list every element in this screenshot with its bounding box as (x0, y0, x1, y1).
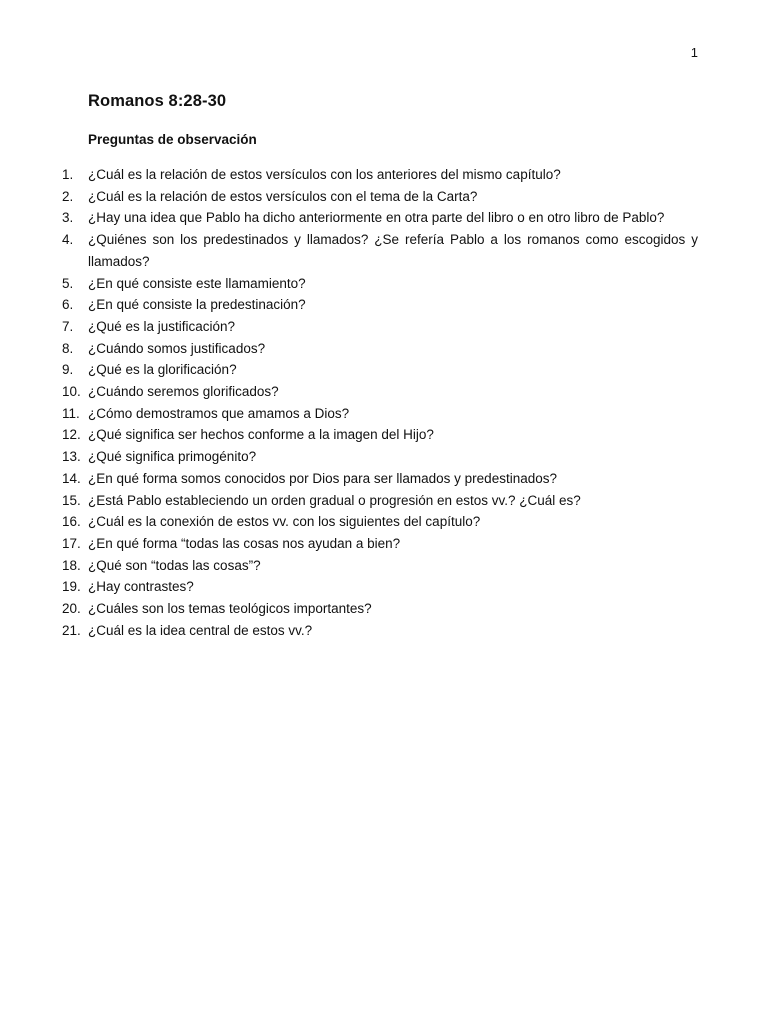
list-item (62, 338, 698, 360)
question-number: 14. (62, 470, 81, 486)
list-item (62, 555, 698, 577)
question-number: 13. (62, 449, 81, 465)
list-item (62, 164, 698, 186)
question-text: ¿Está Pablo estableciendo un orden gradual o progresión en estos vv.? ¿Cuál es? (88, 492, 581, 508)
list-item (62, 468, 698, 490)
question-text: ¿Cuándo seremos glorificados? (88, 384, 279, 400)
list-item (62, 446, 698, 468)
question-number: 4. (62, 232, 74, 248)
question-text: ¿Hay contrastes? (88, 579, 194, 595)
question-number: 16. (62, 514, 81, 530)
question-text: ¿Cuál es la idea central de estos vv.? (88, 622, 313, 638)
question-text: ¿Qué significa ser hechos conforme a la imagen del Hijo? (88, 427, 434, 443)
page-number: 1 (690, 45, 698, 60)
question-number: 15. (62, 492, 81, 508)
list-item (62, 186, 698, 208)
question-text: ¿Hay una idea que Pablo ha dicho anteriormente en otra parte del libro o en otro libro de Pablo? (88, 210, 665, 226)
question-number: 20. (62, 601, 81, 617)
question-number: 3. (62, 210, 74, 226)
list-item (62, 598, 698, 620)
question-number: 8. (62, 340, 74, 356)
question-number: 12. (62, 427, 81, 443)
question-text: ¿Qué significa primogénito? (88, 449, 257, 465)
question-number: 21. (62, 622, 81, 638)
list-item (62, 359, 698, 381)
question-number: 10. (62, 384, 81, 400)
list-item (62, 229, 698, 272)
list-item (62, 533, 698, 555)
question-text: ¿Cuál es la relación de estos versículos con los anteriores del mismo capítulo? (88, 167, 561, 182)
question-list (62, 164, 698, 641)
list-item (62, 381, 698, 403)
question-text: ¿En qué consiste este llamamiento? (88, 275, 306, 291)
list-item (62, 620, 698, 642)
question-number: 17. (62, 535, 81, 551)
question-text: ¿Cuál es la relación de estos versículos con el tema de la Carta? (88, 188, 478, 204)
question-number: 19. (62, 579, 81, 595)
question-number: 6. (62, 297, 74, 313)
section-subtitle: Preguntas de observación (88, 132, 257, 147)
question-text: ¿Qué es la glorificación? (88, 362, 237, 378)
document-title: Romanos 8:28-30 (88, 92, 227, 110)
list-item (62, 511, 698, 533)
question-number: 11. (62, 405, 80, 421)
list-item (62, 403, 698, 425)
question-text: ¿Cuándo somos justificados? (88, 340, 266, 356)
question-number: 7. (62, 318, 74, 334)
question-number: 18. (62, 557, 81, 573)
list-item (62, 294, 698, 316)
list-item (62, 273, 698, 295)
question-number: 5. (62, 275, 74, 291)
question-text: ¿Qué son “todas las cosas”? (88, 557, 261, 573)
question-text: ¿Quiénes son los predestinados y llamados? ¿Se refería Pablo a los romanos como escogidos y llamados? (88, 232, 698, 269)
list-item (62, 316, 698, 338)
question-text: ¿Cuál es la conexión de estos vv. con los siguientes del capítulo? (88, 514, 481, 530)
question-text: ¿En qué consiste la predestinación? (88, 297, 306, 313)
list-item (62, 424, 698, 446)
question-text: ¿En qué forma “todas las cosas nos ayudan a bien? (88, 535, 401, 551)
question-text: ¿Qué es la justificación? (88, 318, 236, 334)
list-item (62, 207, 698, 229)
question-number: 9. (62, 362, 74, 378)
list-item (62, 490, 698, 512)
question-text: ¿En qué forma somos conocidos por Dios para ser llamados y predestinados? (88, 470, 557, 486)
question-number: 1. (62, 167, 74, 182)
question-text: ¿Cómo demostramos que amamos a Dios? (88, 405, 350, 421)
question-text: ¿Cuáles son los temas teológicos importantes? (88, 601, 372, 617)
list-item (62, 576, 698, 598)
question-number: 2. (62, 188, 74, 204)
